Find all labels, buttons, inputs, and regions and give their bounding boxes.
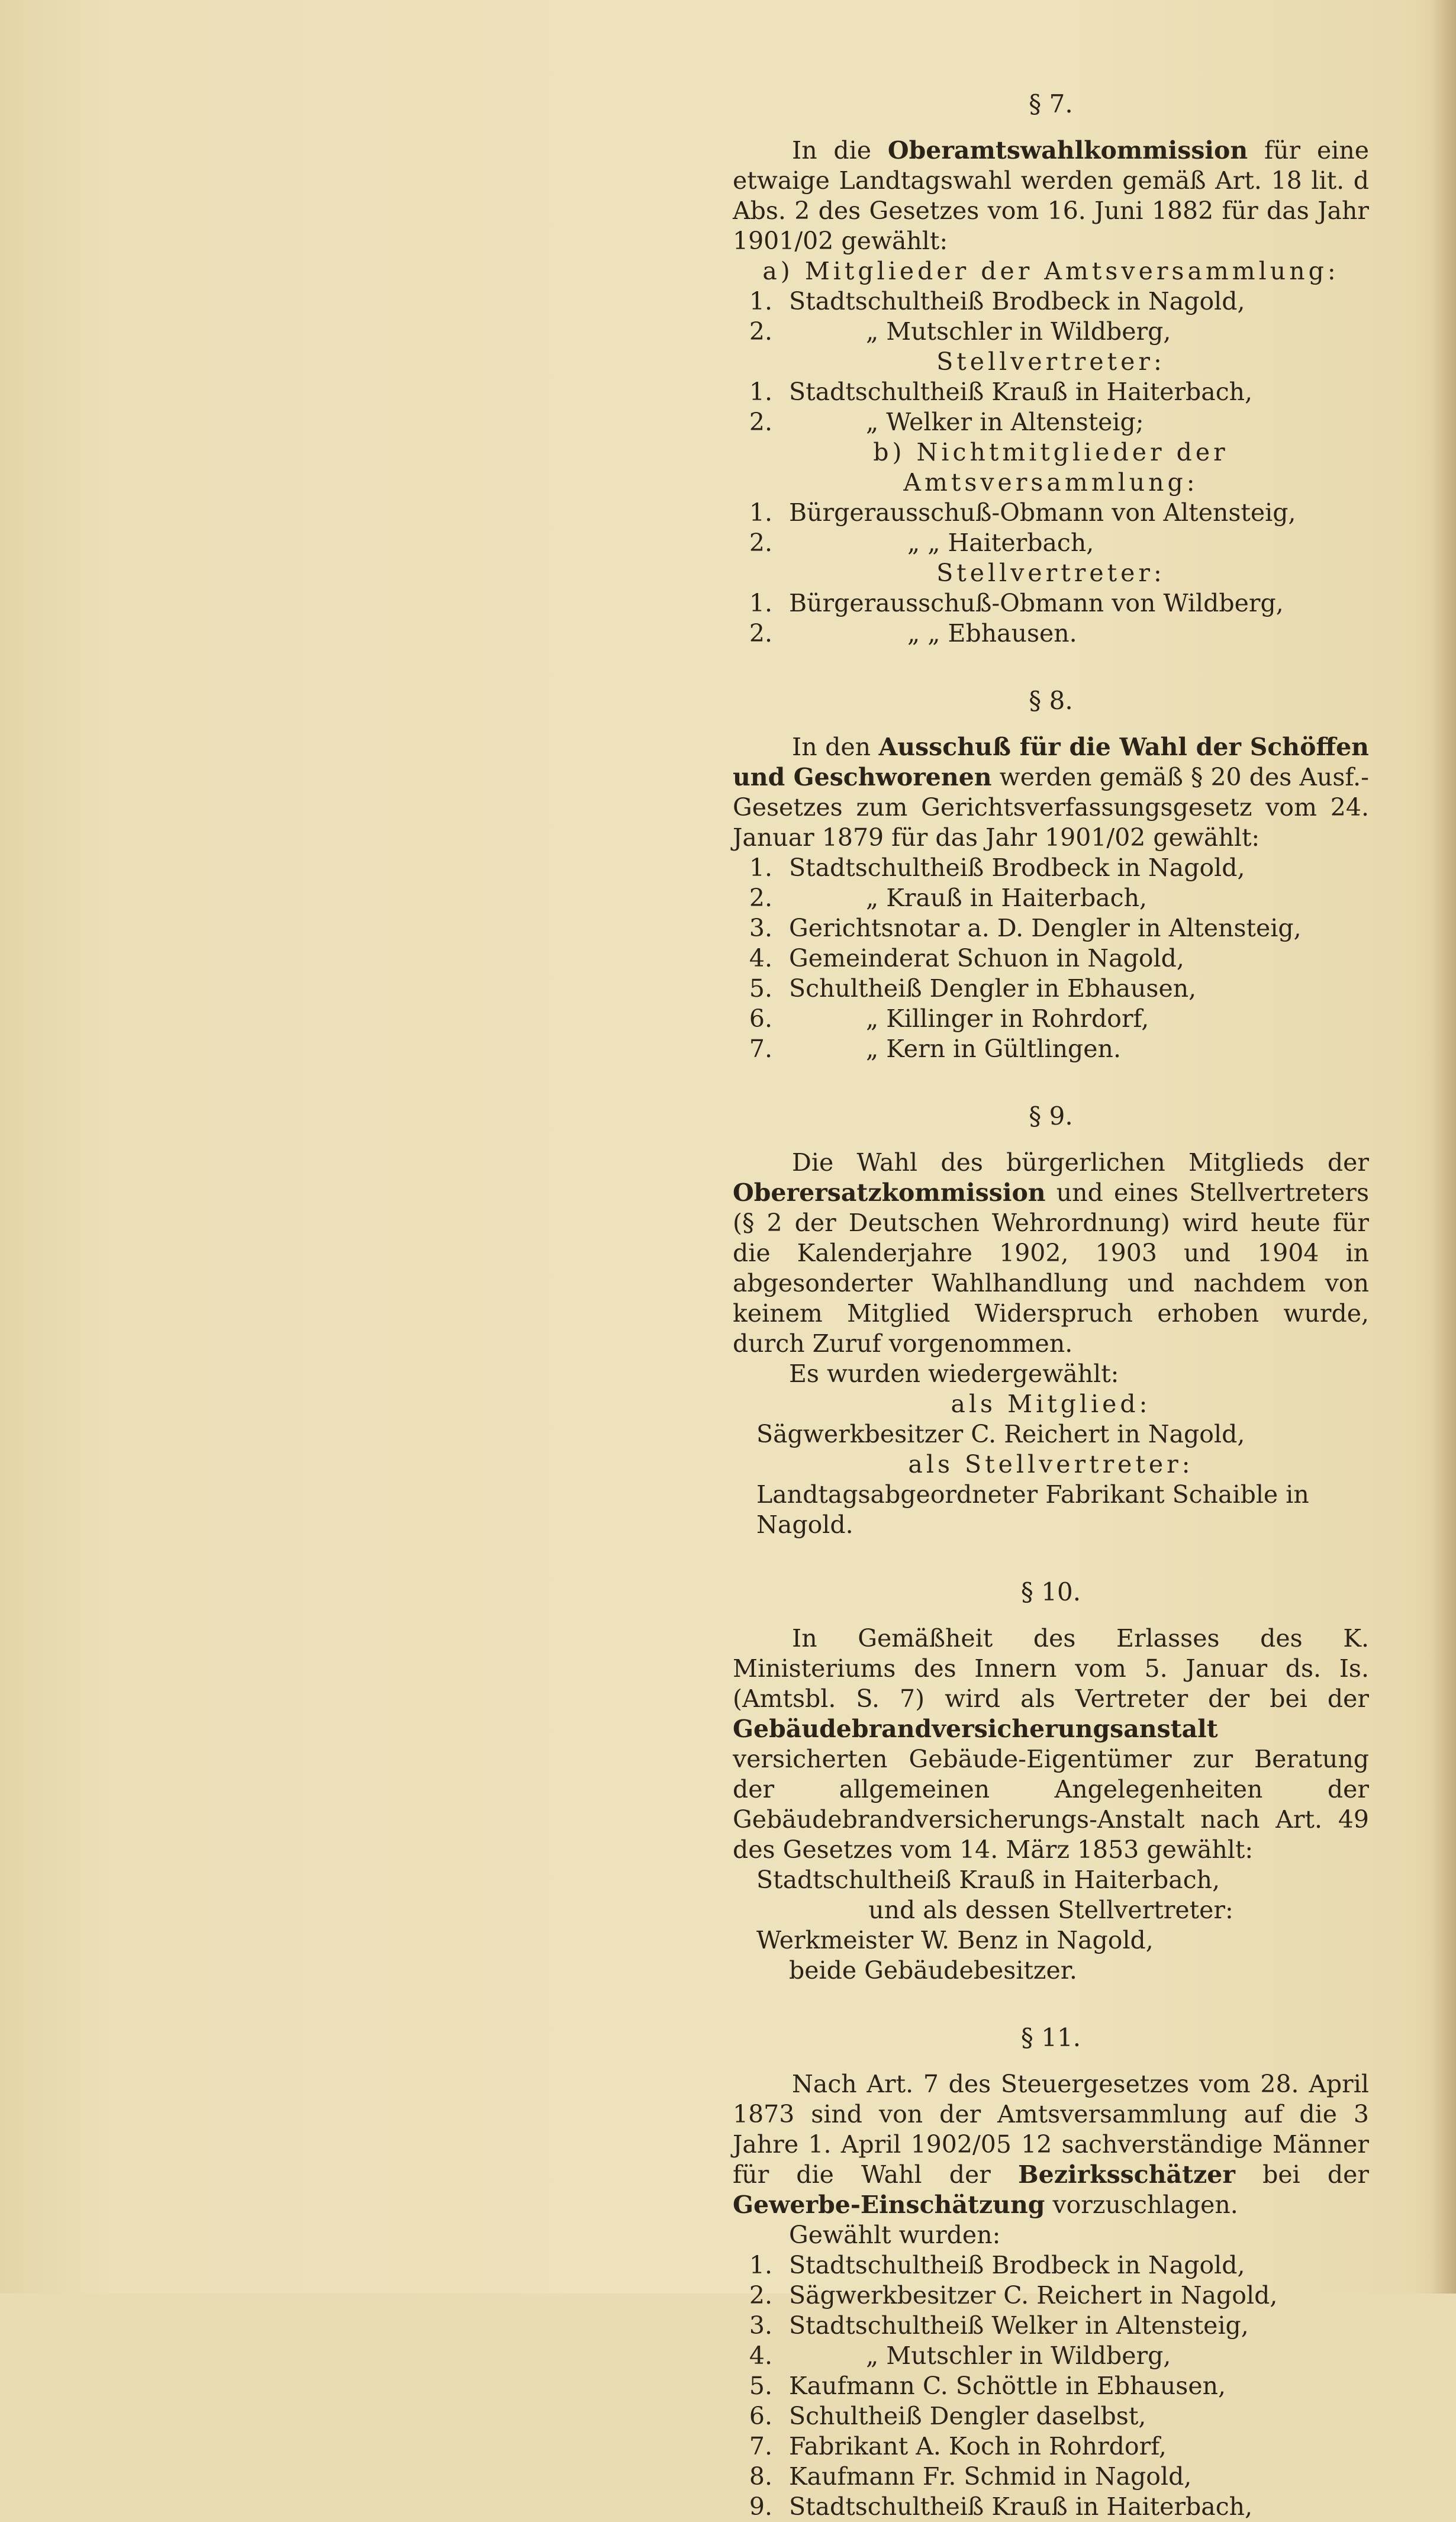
list-item: 3. Stadtschultheiß Welker in Altensteig, — [749, 2311, 1249, 2340]
list-item: 7. „ Kern in Gültlingen. — [749, 1035, 1121, 1063]
section-10-line: Werkmeister W. Benz in Nagold, — [756, 1926, 1154, 1954]
stellvertreter-label: Stellvertreter: — [936, 559, 1165, 587]
list-item: 1. Stadtschultheiß Brodbeck in Nagold, — [749, 287, 1245, 315]
section-11-heading: § 11. — [1020, 2023, 1081, 2052]
list-item: 3. Gerichtsnotar a. D. Dengler in Altensteig, — [749, 914, 1302, 942]
section-10-intro: In Gemäßheit des Erlasses des K. Ministeriums des Innern vom 5. Januar ds. Is. (Amtsbl. S. 7) wird als Vertreter der bei der Gebäudebrandversicherungsanstalt versicherten Gebäude-Eigentümer zur Beratung der allgemeinen Angelegenheiten der Gebäudebrandversicherungs-Anstalt nach Art. 49 des Gesetzes vom 14. März 1853 gewählt: — [733, 1624, 1369, 1864]
als-mitglied-label: als Mitglied: — [951, 1390, 1151, 1418]
list-item: 2. „ Krauß in Haiterbach, — [749, 884, 1148, 912]
section-7-heading: § 7. — [1029, 89, 1073, 118]
list-item: 1. Stadtschultheiß Krauß in Haiterbach, — [749, 378, 1253, 406]
list-item: 2. „ Mutschler in Wildberg, — [749, 317, 1171, 346]
section-9-mitglied: Sägwerkbesitzer C. Reichert in Nagold, — [756, 1420, 1245, 1448]
section-8-heading: § 8. — [1029, 686, 1073, 715]
section-9-stellvertreter: Landtagsabgeordneter Fabrikant Schaible in Nagold. — [756, 1480, 1309, 1539]
list-item: 7. Fabrikant A. Koch in Rohrdorf, — [749, 2432, 1167, 2460]
section-9-line: Es wurden wiedergewählt: — [789, 1360, 1119, 1388]
list-item: 5. Schultheiß Dengler in Ebhausen, — [749, 974, 1197, 1003]
list-item: 4. Gemeinderat Schuon in Nagold, — [749, 944, 1184, 972]
section-7-intro: In die Oberamtswahlkommission für eine etwaige Landtagswahl werden gemäß Art. 18 lit. d Abs. 2 des Gesetzes vom 16. Juni 1882 für das Jahr 1901/02 gewählt: — [733, 136, 1369, 255]
list-item: 8. Kaufmann Fr. Schmid in Nagold, — [749, 2462, 1192, 2491]
section-10-heading: § 10. — [1020, 1577, 1081, 1606]
list-item: 1. Bürgerausschuß-Obmann von Altensteig, — [749, 498, 1296, 527]
text-column — [733, 89, 1369, 2522]
section-11-line: Gewählt wurden: — [789, 2221, 1001, 2249]
section-11-intro: Nach Art. 7 des Steuergesetzes vom 28. April 1873 sind von der Amtsversammlung auf die 3 Jahre 1. April 1902/05 12 sachverständige Männer für die Wahl der Bezirksschätzer bei der Gewerbe-Einschätzung vorzuschlagen. — [733, 2070, 1369, 2219]
page-edge-shadow — [1432, 0, 1456, 2294]
list-item: 6. „ Killinger in Rohrdorf, — [749, 1004, 1149, 1033]
stellvertreter-label: Stellvertreter: — [936, 347, 1165, 376]
list-item: 2. „ „ Ebhausen. — [749, 619, 1077, 648]
section-8-intro: In den Ausschuß für die Wahl der Schöffen und Geschworenen werden gemäß § 20 des Ausf.-Gesetzes zum Gerichtsverfassungsgesetz vom 24. Januar 1879 für das Jahr 1901/02 gewählt: — [733, 733, 1369, 852]
list-item: 1. Bürgerausschuß-Obmann von Wildberg, — [749, 589, 1284, 617]
section-10-line: beide Gebäudebesitzer. — [789, 1956, 1077, 1985]
section-9-intro: Die Wahl des bürgerlichen Mitglieds der Oberersatzkommission und eines Stellvertreters (§ 2 der Deutschen Wehrordnung) wird heute für die Kalenderjahre 1902, 1903 und 1904 in abgesonderter Wahlhandlung und nachdem von keinem Mitglied Widerspruch erhoben wurde, durch Zuruf vorgenommen. — [733, 1148, 1369, 1358]
list-item: 4. „ Mutschler in Wildberg, — [749, 2341, 1171, 2370]
als-stellvertreter-label: als Stellvertreter: — [908, 1450, 1194, 1479]
list-item: 2. Sägwerkbesitzer C. Reichert in Nagold, — [749, 2281, 1278, 2310]
list-item: 1. Stadtschultheiß Brodbeck in Nagold, — [749, 853, 1245, 882]
list-item: 9. Stadtschultheiß Krauß in Haiterbach, — [749, 2492, 1253, 2521]
list-item: 2. „ „ Haiterbach, — [749, 529, 1094, 557]
list-item: 5. Kaufmann C. Schöttle in Ebhausen, — [749, 2372, 1226, 2400]
section-10-line: Stadtschultheiß Krauß in Haiterbach, — [756, 1866, 1220, 1894]
list-item: 6. Schultheiß Dengler daselbst, — [749, 2402, 1146, 2430]
section-7-sub-a: a) Mitglieder der Amtsversammlung: — [762, 257, 1339, 285]
list-item: 1. Stadtschultheiß Brodbeck in Nagold, — [749, 2251, 1245, 2279]
section-9-heading: § 9. — [1029, 1101, 1073, 1130]
section-10-line: und als dessen Stellvertreter: — [868, 1896, 1233, 1924]
list-item: 2. „ Welker in Altensteig; — [749, 408, 1144, 436]
section-7-sub-b: b) Nichtmitglieder der Amtsversammlung: — [873, 438, 1229, 497]
